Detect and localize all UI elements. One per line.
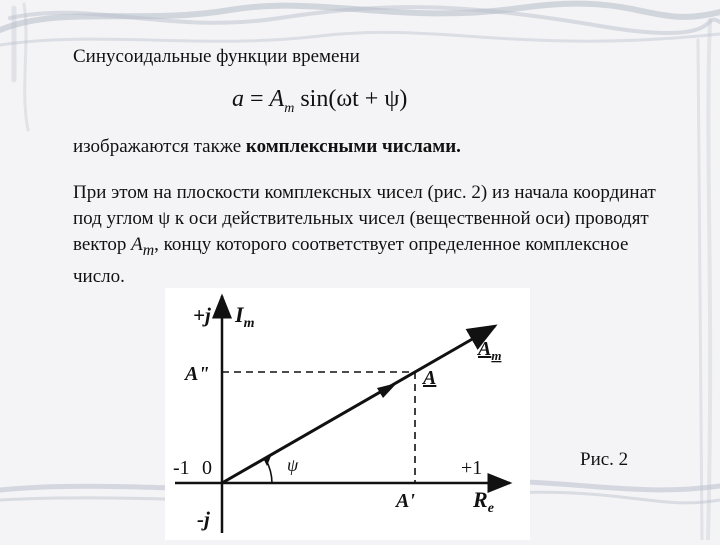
line2-bold: комплексными числами.: [245, 136, 461, 157]
formula-amplitude: A: [269, 86, 285, 112]
label-origin: 0: [202, 457, 212, 479]
label-psi: ψ: [287, 455, 299, 475]
label-point-a: A: [423, 367, 437, 389]
intro-line: Синусоидальные функции времени: [73, 46, 360, 67]
label-im-name: I: [235, 302, 244, 327]
complex-numbers-line: [73, 134, 461, 160]
description-paragraph: [73, 180, 658, 290]
formula-amplitude-sub: m: [284, 100, 295, 116]
vector-am: [222, 326, 495, 483]
formula-lhs: a: [232, 86, 244, 112]
sinusoid-formula: [232, 86, 407, 117]
label-vector-am-name: A: [478, 338, 492, 360]
label-re-name: R: [473, 487, 488, 512]
para-vector-sub: m: [142, 241, 155, 259]
line2-plain: изображаются также: [73, 136, 246, 157]
complex-plane-figure: [165, 288, 530, 540]
formula-equals: =: [250, 86, 264, 112]
label-a-double-prime: A": [185, 363, 210, 385]
label-re: [472, 487, 494, 516]
figure-caption: Рис. 2: [580, 449, 629, 470]
label-minus-j: -j: [197, 507, 210, 531]
label-minus-one: -1: [173, 457, 190, 479]
label-vector-am: [476, 338, 501, 363]
label-re-sub: e: [487, 501, 494, 516]
mid-arrow: [377, 383, 397, 398]
para-part1: При этом на плоскости комплексных чисел (рис. 2) из начала координат под углом ψ к оси действительных чисел (вещественной оси) проводят вектор: [73, 182, 656, 255]
label-plus-j: +j: [193, 303, 211, 327]
label-vector-am-sub: m: [491, 348, 502, 363]
formula-rest: sin(ωt + ψ): [300, 86, 408, 112]
label-im-sub: m: [243, 316, 255, 331]
label-im: [234, 302, 255, 331]
para-part2: , концу которого соответствует определенное комплексное число.: [73, 234, 629, 287]
label-plus-one: +1: [461, 457, 483, 479]
label-a-prime: A': [396, 490, 415, 512]
para-vector: A: [131, 234, 143, 255]
